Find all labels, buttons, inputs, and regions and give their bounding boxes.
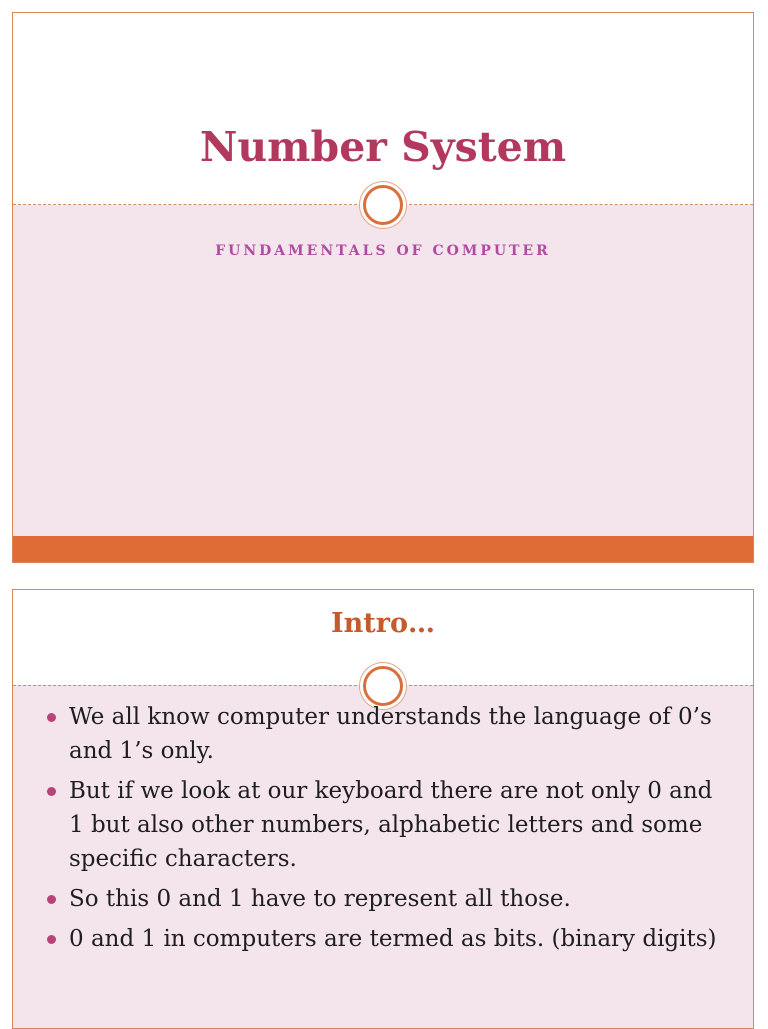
bullet-dot-icon	[47, 935, 56, 944]
bullet-text: 0 and 1 in computers are termed as bits. (binary digits)	[69, 926, 717, 952]
slide-subtitle: FUNDAMENTALS OF COMPUTER	[215, 243, 551, 259]
slide-1	[12, 12, 754, 563]
bullet-list	[43, 700, 733, 962]
slide-header-band	[13, 13, 753, 205]
slide-title: Intro…	[331, 608, 435, 639]
bullet-text: But if we look at our keyboard there are not only 0 and 1 but also other numbers, alphabetic letters and some specific characters.	[69, 778, 713, 872]
ring-ornament-icon	[363, 185, 403, 225]
footer-accent-bar	[13, 536, 753, 562]
slide-2	[12, 589, 754, 1029]
bullet-item	[43, 922, 733, 956]
bullet-item	[43, 774, 733, 876]
slide-title: Number System	[199, 123, 567, 171]
bullet-dot-icon	[47, 895, 56, 904]
bullet-text: We all know computer understands the language of 0’s and 1’s only.	[69, 704, 712, 764]
bullet-item	[43, 700, 733, 768]
bullet-text: So this 0 and 1 have to represent all those.	[69, 886, 571, 912]
bullet-item	[43, 882, 733, 916]
bullet-dot-icon	[47, 713, 56, 722]
bullet-dot-icon	[47, 787, 56, 796]
